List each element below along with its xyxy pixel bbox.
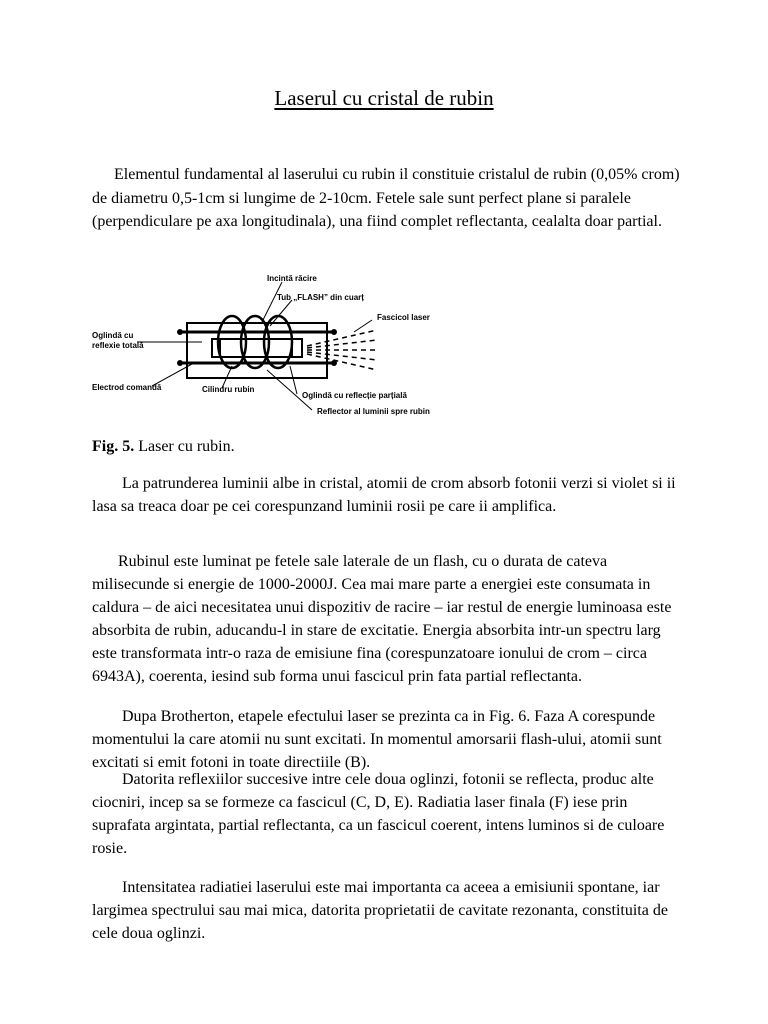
label-laser-beam: Fascicol laser [377, 313, 430, 322]
label-partial-mirror: Oglindă cu reflecție parțială [302, 391, 407, 400]
paragraph-4 [92, 705, 682, 774]
caption-text: Laser cu rubin. [138, 438, 235, 455]
caption-label: Fig. 5. [92, 438, 135, 455]
paragraph-3-text: Rubinul este luminat pe fetele sale laterale de un flash, cu o durata de cateva milisecunde si energie de 1000-2000J. Cea mai mare parte a energiei este consumata in caldura – de aici necesitatea unui dispozitiv de racire – iar restul de energie luminoasa este absorbita de rubin, aducandu-l in stare de excitatie. Energia absorbita intr-un spectru larg este transformata intr-o raza de emisiune fina (corespunzatoare ionului de crom – circa 6943A), coerenta, iesind sub forma unui fascicul prin fata partial reflectanta. [92, 553, 672, 685]
paragraph-3 [92, 550, 682, 688]
label-ruby-cylinder: Cilindru rubin [202, 385, 255, 394]
label-flash-tube: Tub „FLASH” din cuarț [277, 293, 364, 302]
label-reflector: Reflector al luminii spre rubin [317, 407, 430, 416]
paragraph-5-text: Datorita reflexiilor succesive intre cele doua oglinzi, fotonii se reflecta, produc alte ciocniri, incep sa se formeze ca fascicul (C, D, E). Radiatia laser finala (F) iese prin suprafata argintata, partial reflectanta, ca un fascicul coerent, intens luminos si de culoare rosie. [92, 771, 665, 857]
figure-caption [92, 438, 235, 456]
label-total-mirror-1: Oglindă cu [92, 331, 134, 340]
paragraph-2 [92, 472, 682, 518]
paragraph-4-text: Dupa Brotherton, etapele efectului laser se prezinta ca in Fig. 6. Faza A corespunde momentului la care atomii nu sunt excitati. In momentul amorsarii flash-ului, atomii sunt excitati si emit fotoni in toate directiile (B). [92, 708, 662, 771]
page-title: Laserul cu cristal de rubin [274, 86, 494, 110]
ruby-cylinder [212, 339, 302, 357]
paragraph-5 [92, 768, 682, 860]
paragraph-1 [92, 163, 682, 234]
paragraph-1-text: Elementul fundamental al laserului cu rubin il constituie cristalul de rubin (0,05% crom) de diametru 0,5-1cm si lungime de 2-10cm. Fetele sale sunt perfect plane si paralele (perpendiculare pe axa longitudinala), una fiind complet reflectanta, cealalta doar partial. [92, 166, 680, 230]
label-total-mirror-2: reflexie totală [92, 341, 144, 350]
paragraph-6-text: Intensitatea radiatiei laserului este mai importanta ca aceea a emisiunii spontane, iar largimea spectrului sau mai mica, datorita proprietatii de cavitate rezonanta, constituita de cele doua oglinzi. [92, 879, 668, 942]
ruby-laser-figure [92, 270, 432, 430]
paragraph-6 [92, 876, 682, 945]
label-control-electrode: Electrod comandă [92, 383, 162, 392]
ruby-laser-diagram [92, 270, 432, 430]
label-cooling-enclosure: Incintă răcire [267, 274, 317, 283]
paragraph-2-text: La patrunderea luminii albe in cristal, atomii de crom absorb fotonii verzi si violet si ii lasa sa treaca doar pe cei corespunzand luminii rosii pe care ii amplifica. [92, 475, 676, 515]
